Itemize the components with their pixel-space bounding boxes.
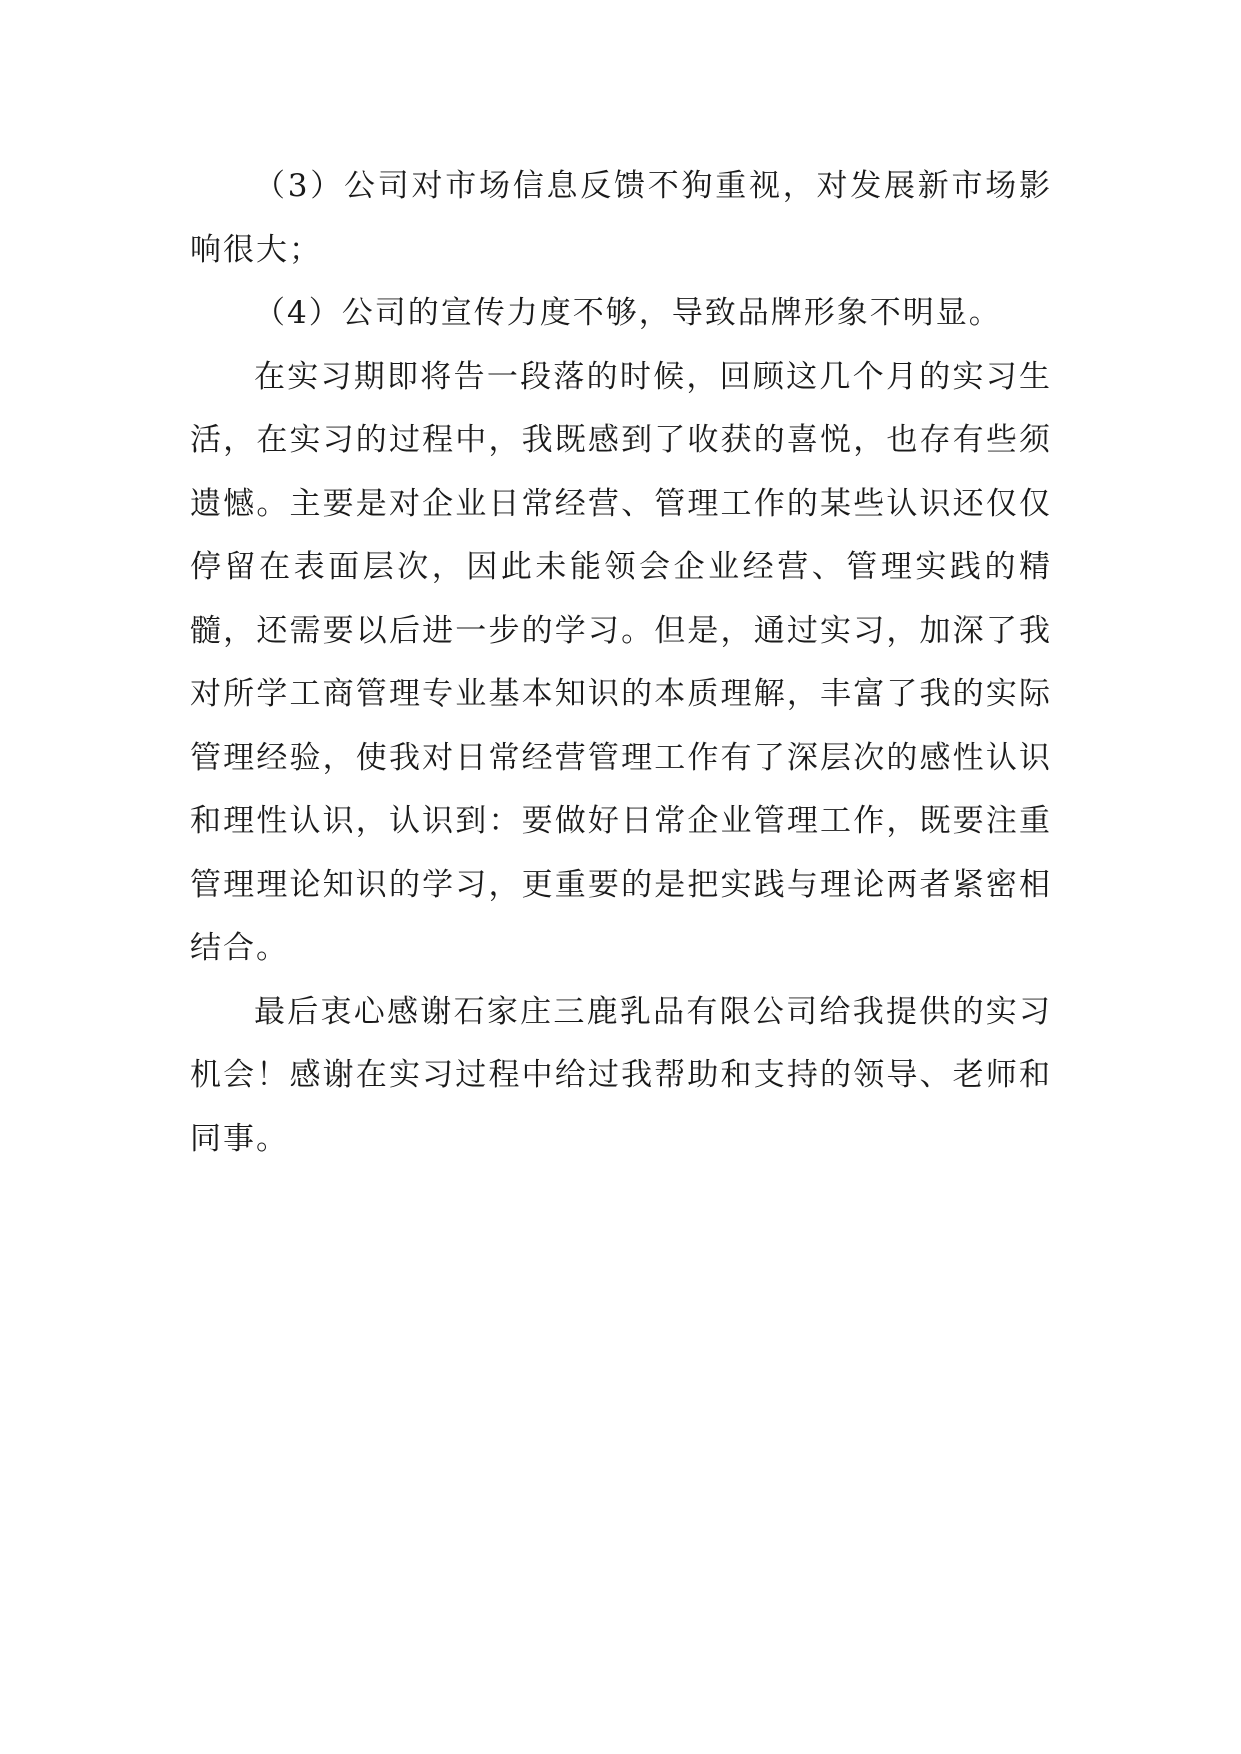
paragraph-internship-reflection: 在实习期即将告一段落的时候，回顾这几个月的实习生活，在实习的过程中，我既感到了收获的喜悦，也存有些须遗憾。主要是对企业日常经营、管理工作的某些认识还仅仅停留在表面层次，因此未能领会企业经营、管理实践的精髓，还需要以后进一步的学习。但是，通过实习，加深了我对所学工商管理专业基本知识的本质理解，丰富了我的实际管理经验，使我对日常经营管理工作有了深层次的感性认识和理性认识，认识到：要做好日常企业管理工作，既要注重管理理论知识的学习，更重要的是把实践与理论两者紧密相结合。 (190, 358, 1052, 966)
paragraph-acknowledgement: 最后衷心感谢石家庄三鹿乳品有限公司给我提供的实习机会！感谢在实习过程中给过我帮助和支持的领导、老师和同事。 (190, 993, 1052, 1157)
paragraph-item-3: （3）公司对市场信息反馈不狗重视，对发展新市场影响很大； (190, 168, 1052, 268)
body-text (190, 155, 1052, 1171)
paragraph-item-4: （4）公司的宣传力度不够，导致品牌形象不明显。 (254, 295, 1002, 331)
